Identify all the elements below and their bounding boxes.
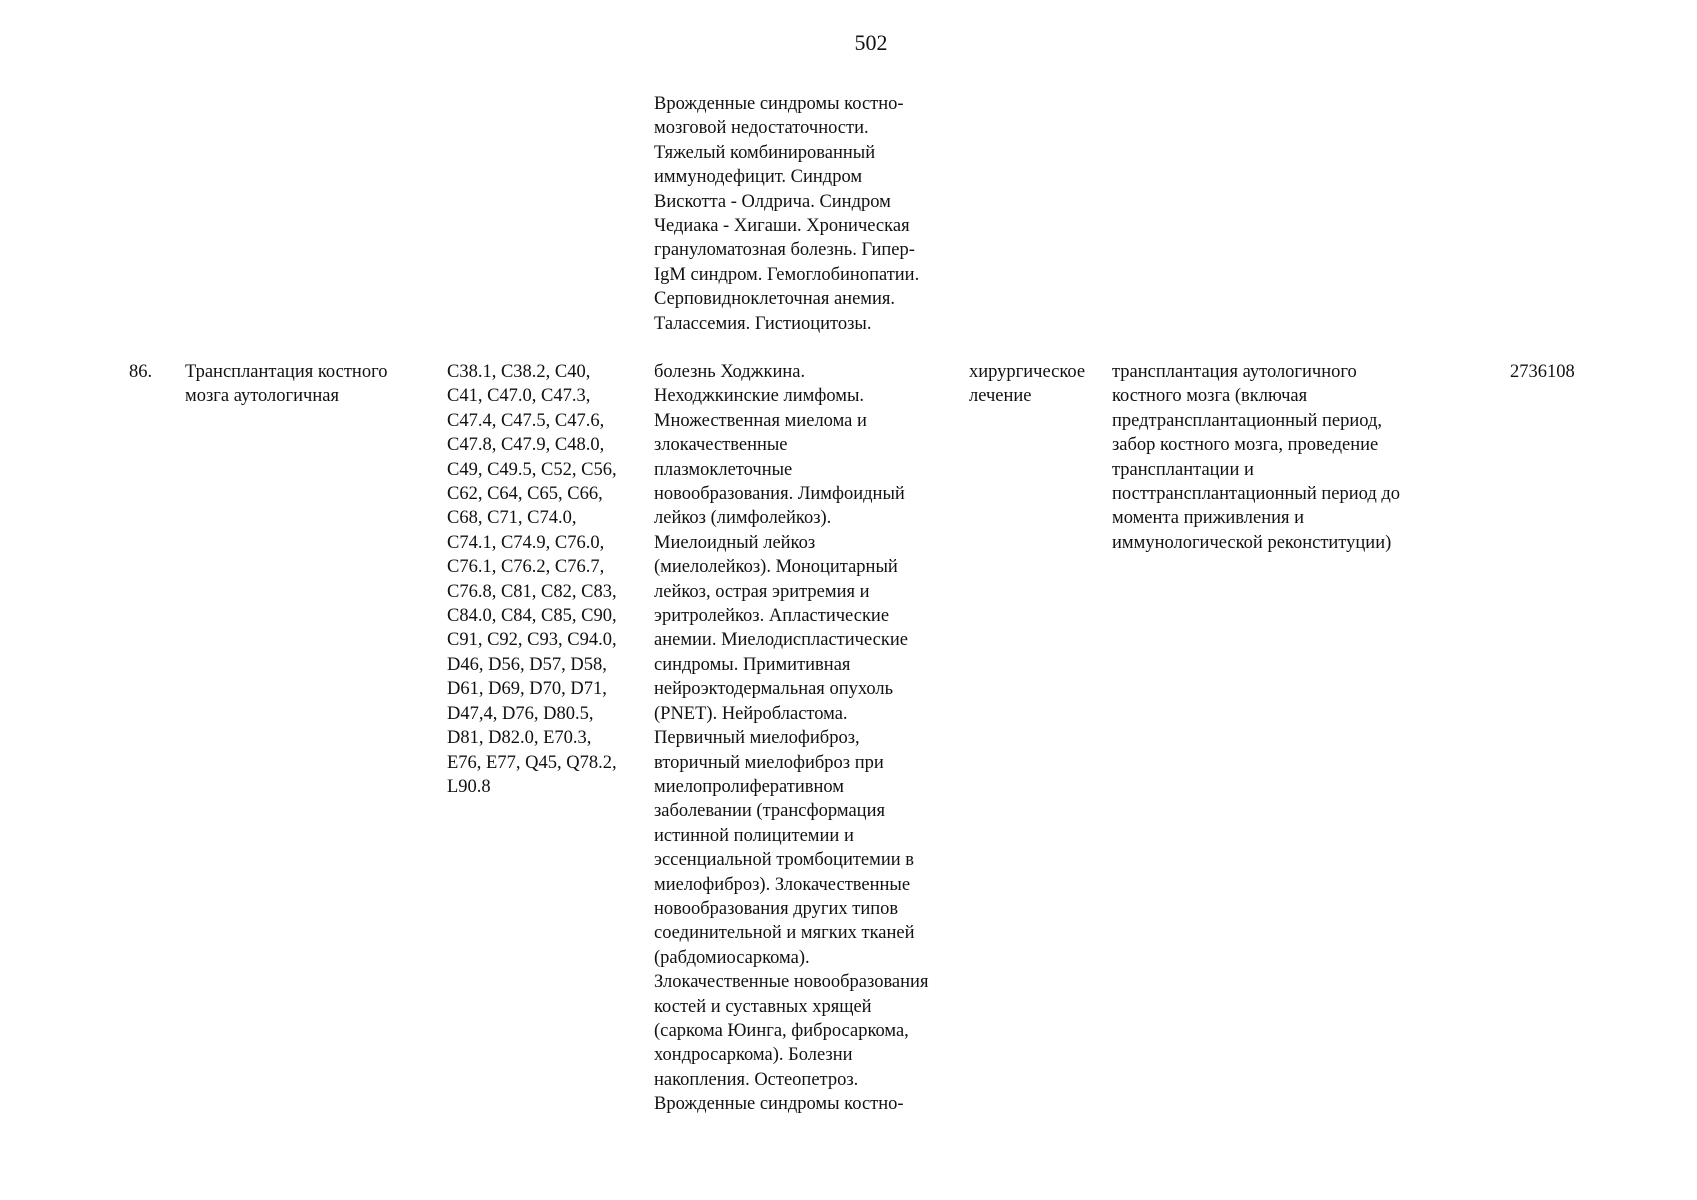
diagnosis-description: болезнь Ходжкина. Неходжкинские лимфомы. Множественная миелома и злокачественные плазмоклеточные новообразования. Лимфоидный лейкоз (лимфолейкоз). Миелоидный лейкоз (миелолейкоз). Моноцитарный лейкоз, острая эритремия и эритролейкоз. Апластические анемии. Миелодиспластические синдромы. Примитивная нейроэктодермальная опухоль (PNET). Нейробластома. Первичный миелофиброз, вторичный миелофиброз при миелопролиферативном заболевании (трансформация истинной полицитемии и эссенциальной тромбоцитемии в миелофиброз). Злокачественные новообразования других типов соединительной и мягких тканей (рабдомиосаркома). Злокачественные новообразования костей и суставных хрящей (саркома Юинга, фибросаркома, хондросаркома). Болезни накопления. Остеопетроз. Врожденные синдромы костно- [654, 362, 929, 1115]
diagnosis-continuation: Врожденные синдромы костно- мозговой недостаточности. Тяжелый комбинированный иммунодефицит. Синдром Вискотта - Олдрича. Синдром Чедиака - Хигаши. Хроническая грануломатозная болезнь. Гипер- IgM синдром. Гемоглобинопатии. Серповидноклеточная анемия. Талассемия. Гистиоцитозы. [654, 94, 920, 334]
cost-value: 2736108 [1510, 362, 1575, 382]
treatment-method: трансплантация аутологичного костного мозга (включая предтрансплантационный период, забор костного мозга, проведение трансплантации и посттрансплантационный период до момента приживления и иммунологической реконституции) [1112, 362, 1401, 553]
page-number: 502 [854, 30, 888, 55]
icd-codes: C38.1, C38.2, C40, C41, C47.0, C47.3, C47.4, C47.5, C47.6, C47.8, C47.9, C48.0, C49, C49.5, C52, C56, C62, C64, C65, C66, C68, C71, C74.0, C74.1, C74.9, C76.0, C76.1, C76.2, C76.7, C76.8, C81, C82, C83, C84.0, C84, C85, C90, C91, C92, C93, C94.0, D46, D56, D57, D58, D61, D69, D70, D71, D47,4, D76, D80.5, D81, D82.0, E70.3, E76, E77, Q45, Q78.2, L90.8 [447, 362, 617, 797]
row-number: 86. [129, 362, 153, 382]
treatment-type: хирургическое лечение [969, 362, 1086, 407]
treatment-profile: Трансплантация костного мозга аутологичная [185, 362, 388, 407]
